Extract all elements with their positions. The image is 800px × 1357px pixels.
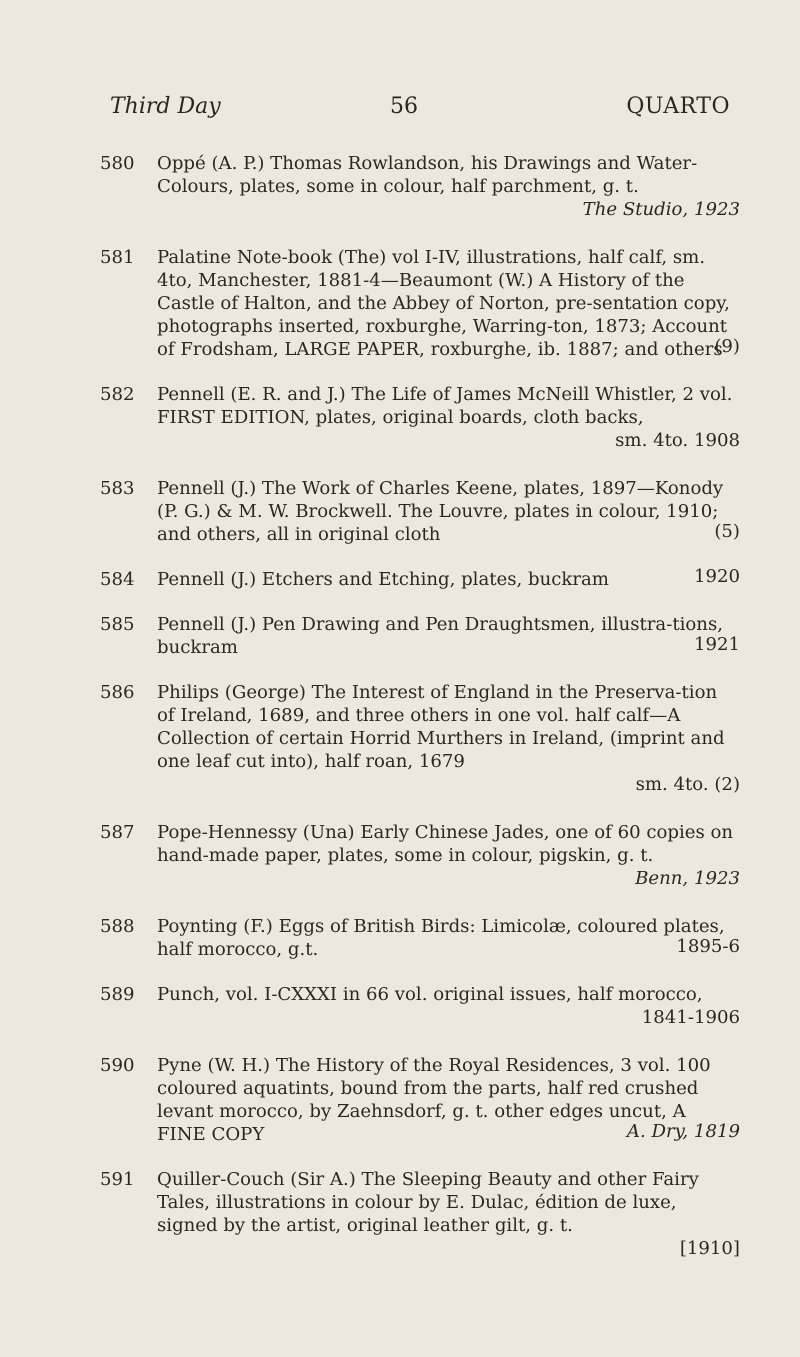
lot-number: 587 [100,822,135,843]
lot-date: [1910] [679,1238,740,1259]
lot-description: Pennell (E. R. and J.) The Life of James McNeill Whistler, 2 vol. FIRST EDITION, plates, original boards, cloth backs, [157,384,733,428]
lot-date: 1841-1906 [641,1007,740,1028]
page-number: 56 [390,94,418,119]
lot-date: sm. 4to. 1908 [615,430,740,451]
lot-description: Pennell (J.) Pen Drawing and Pen Draughtsmen, illustra-tions, buckram [157,614,723,658]
lot-number: 591 [100,1169,135,1190]
page-header [110,94,730,134]
lot-description: Quiller-Couch (Sir A.) The Sleeping Beauty and other Fairy Tales, illustrations in colour by E. Dulac, édition de luxe, signed by the artist, original leather gilt, g. t. [157,1169,699,1236]
lot-date: 1921 [693,634,740,655]
lot-description: Oppé (A. P.) Thomas Rowlandson, his Drawings and Water-Colours, plates, some in colour, half parchment, g. t. [157,153,698,197]
lot-number: 588 [100,916,135,937]
lot-number: 581 [100,247,135,268]
lot-date: Benn, 1923 [635,868,740,889]
lot-number: 580 [100,153,135,174]
lot-description: Pyne (W. H.) The History of the Royal Residences, 3 vol. 100 coloured aquatints, bound from the parts, half red crushed levant morocco, by Zaehnsdorf, g. t. other edges uncut, A FINE COPY [157,1055,711,1145]
header-day: Third Day [110,94,221,119]
lot-description: Poynting (F.) Eggs of British Birds: Limicolæ, coloured plates, half morocco, g.t. [157,916,725,960]
lot-description: Pennell (J.) Etchers and Etching, plates, buckram [157,569,609,590]
header-format: QUARTO [626,94,730,119]
lot-date: (5) [714,521,740,542]
lot-number: 585 [100,614,135,635]
lot-number: 584 [100,569,135,590]
lot-date: (9) [714,336,740,357]
lot-date: A. Dry, 1819 [626,1121,740,1142]
lot-description: Philips (George) The Interest of England in the Preserva-tion of Ireland, 1689, and three others in one vol. half calf—A Collection of certain Horrid Murthers in Ireland, (imprint and one leaf cut into), half roan, 1679 [157,682,725,772]
lot-date: The Studio, 1923 [582,199,740,220]
lot-description: Palatine Note-book (The) vol I-IV, illustrations, half calf, sm. 4to, Manchester, 1881-4—Beaumont (W.) A History of the Castle of Halton, and the Abbey of Norton, pre-sentation copy, photographs inserted, roxburghe, Warring-ton, 1873; Account of Frodsham, LARGE PAPER, roxburghe, ib. 1887; and others [157,247,730,360]
lot-description: Pope-Hennessy (Una) Early Chinese Jades, one of 60 copies on hand-made paper, plates, some in colour, pigskin, g. t. [157,822,734,866]
lot-number: 583 [100,478,135,499]
lot-number: 582 [100,384,135,405]
lot-number: 589 [100,984,135,1005]
lot-number: 586 [100,682,135,703]
lot-description: Pennell (J.) The Work of Charles Keene, plates, 1897—Konody (P. G.) & M. W. Brockwell. The Louvre, plates in colour, 1910; and others, all in original cloth [157,478,724,545]
lot-date: sm. 4to. (2) [635,774,740,795]
lot-description: Punch, vol. I-CXXXI in 66 vol. original issues, half morocco, [157,984,703,1005]
lot-number: 590 [100,1055,135,1076]
lot-date: 1920 [693,566,740,587]
lot-date: 1895-6 [676,936,740,957]
